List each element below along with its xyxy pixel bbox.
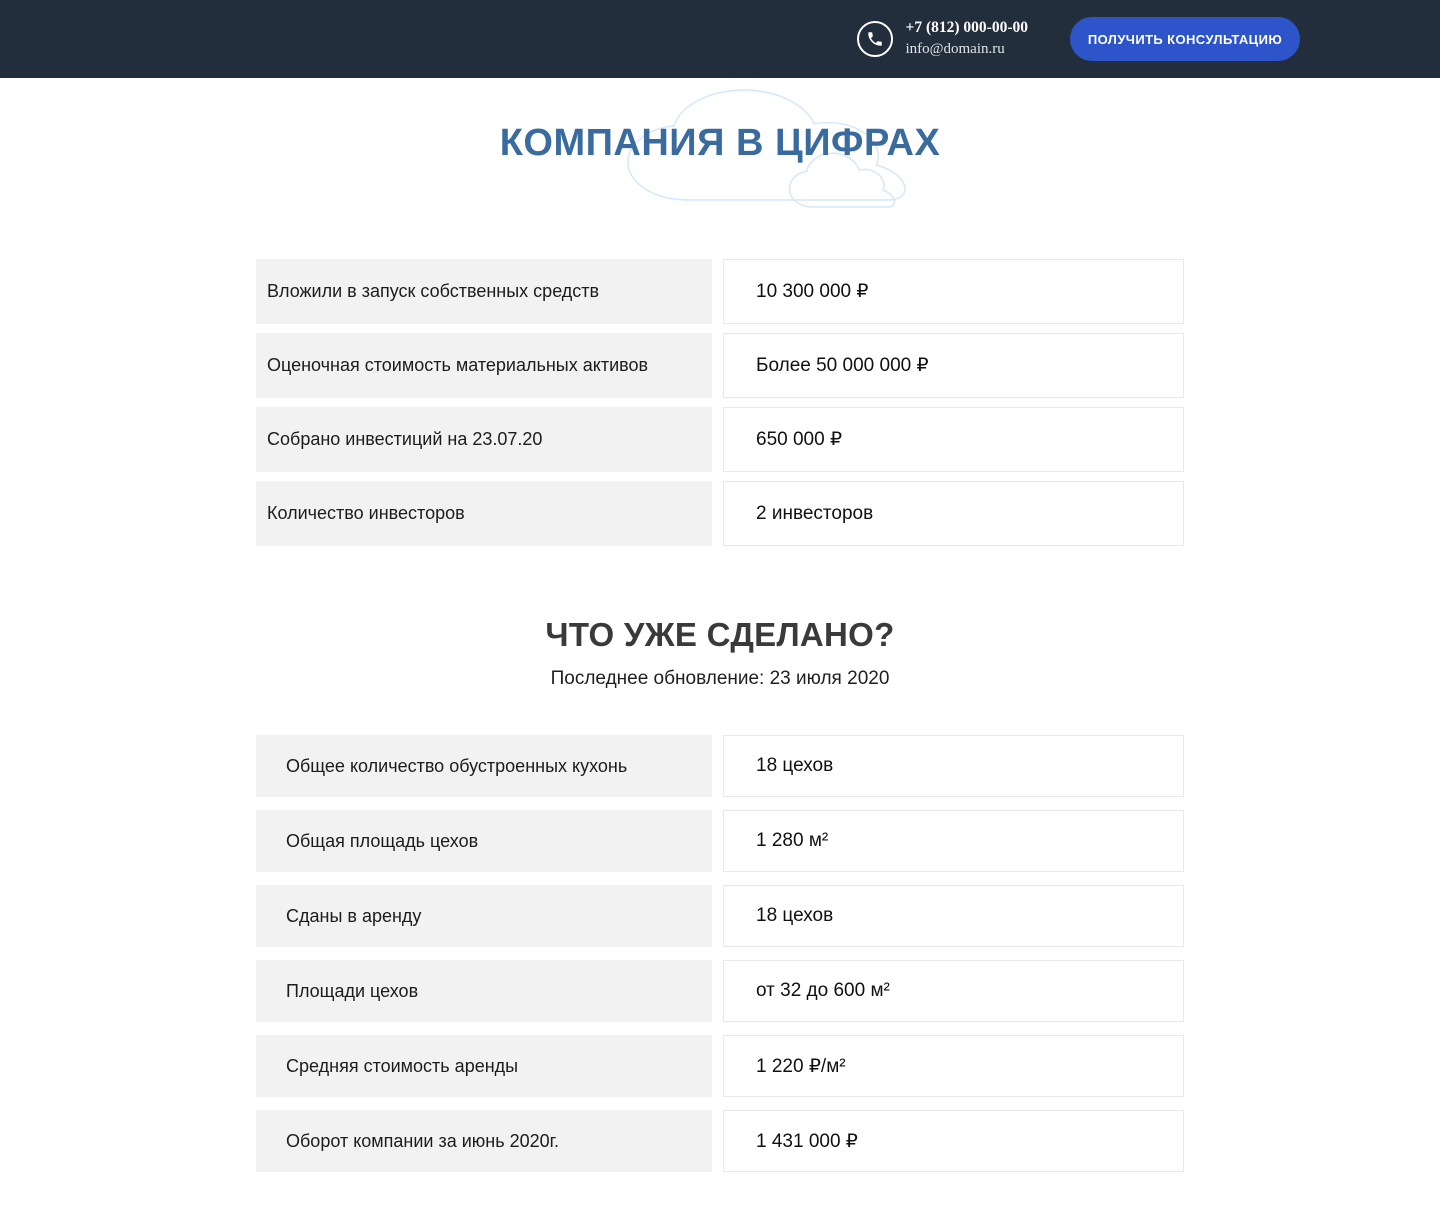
- what-is-done-heading: [0, 616, 1440, 690]
- what-is-done-table: [256, 735, 1184, 1172]
- email-link[interactable]: info@domain.ru: [905, 41, 1005, 58]
- get-consultation-button[interactable]: ПОЛУЧИТЬ КОНСУЛЬТАЦИЮ: [1070, 17, 1300, 61]
- table-row: [256, 1110, 1184, 1172]
- fact-label: Количество инвесторов: [256, 481, 712, 546]
- last-update-subtitle: Последнее обновление: 23 июля 2020: [550, 668, 890, 689]
- table-row: [256, 960, 1184, 1022]
- fact-value: 2 инвесторов: [723, 481, 1184, 546]
- company-in-numbers-hero: [0, 78, 1440, 210]
- fact-label: Оценочная стоимость материальных активов: [256, 333, 712, 398]
- table-row: [256, 1035, 1184, 1097]
- table-row: [256, 333, 1184, 398]
- fact-label: Оборот компании за июнь 2020г.: [256, 1110, 712, 1172]
- fact-value: 1 280 м²: [723, 810, 1184, 872]
- fact-value: 10 300 000 ₽: [723, 259, 1184, 324]
- fact-value: 18 цехов: [723, 735, 1184, 797]
- phone-number-link[interactable]: +7 (812) 000-00-00: [905, 19, 1028, 37]
- phone-icon: [857, 21, 893, 57]
- table-row: [256, 735, 1184, 797]
- fact-label: Вложили в запуск собственных средств: [256, 259, 712, 324]
- table-row: [256, 407, 1184, 472]
- fact-label: Общая площадь цехов: [256, 810, 712, 872]
- page-title: КОМПАНИЯ В ЦИФРАХ: [499, 122, 941, 164]
- table-row: [256, 885, 1184, 947]
- fact-value: Более 50 000 000 ₽: [723, 333, 1184, 398]
- table-row: [256, 810, 1184, 872]
- top-bar: [0, 0, 1440, 78]
- fact-value: 650 000 ₽: [723, 407, 1184, 472]
- section-title: ЧТО УЖЕ СДЕЛАНО?: [545, 616, 895, 653]
- fact-value: от 32 до 600 м²: [723, 960, 1184, 1022]
- fact-value: 1 220 ₽/м²: [723, 1035, 1184, 1097]
- table-row: [256, 259, 1184, 324]
- fact-label: Площади цехов: [256, 960, 712, 1022]
- fact-label: Собрано инвестиций на 23.07.20: [256, 407, 712, 472]
- company-numbers-table: [256, 259, 1184, 546]
- bottom-spacer: [0, 1172, 1440, 1225]
- fact-label: Сданы в аренду: [256, 885, 712, 947]
- contact-texts: [906, 18, 1028, 59]
- fact-label: Средняя стоимость аренды: [256, 1035, 712, 1097]
- fact-value: 1 431 000 ₽: [723, 1110, 1184, 1172]
- contact-block: [857, 18, 1028, 59]
- fact-value: 18 цехов: [723, 885, 1184, 947]
- table-row: [256, 481, 1184, 546]
- fact-label: Общее количество обустроенных кухонь: [256, 735, 712, 797]
